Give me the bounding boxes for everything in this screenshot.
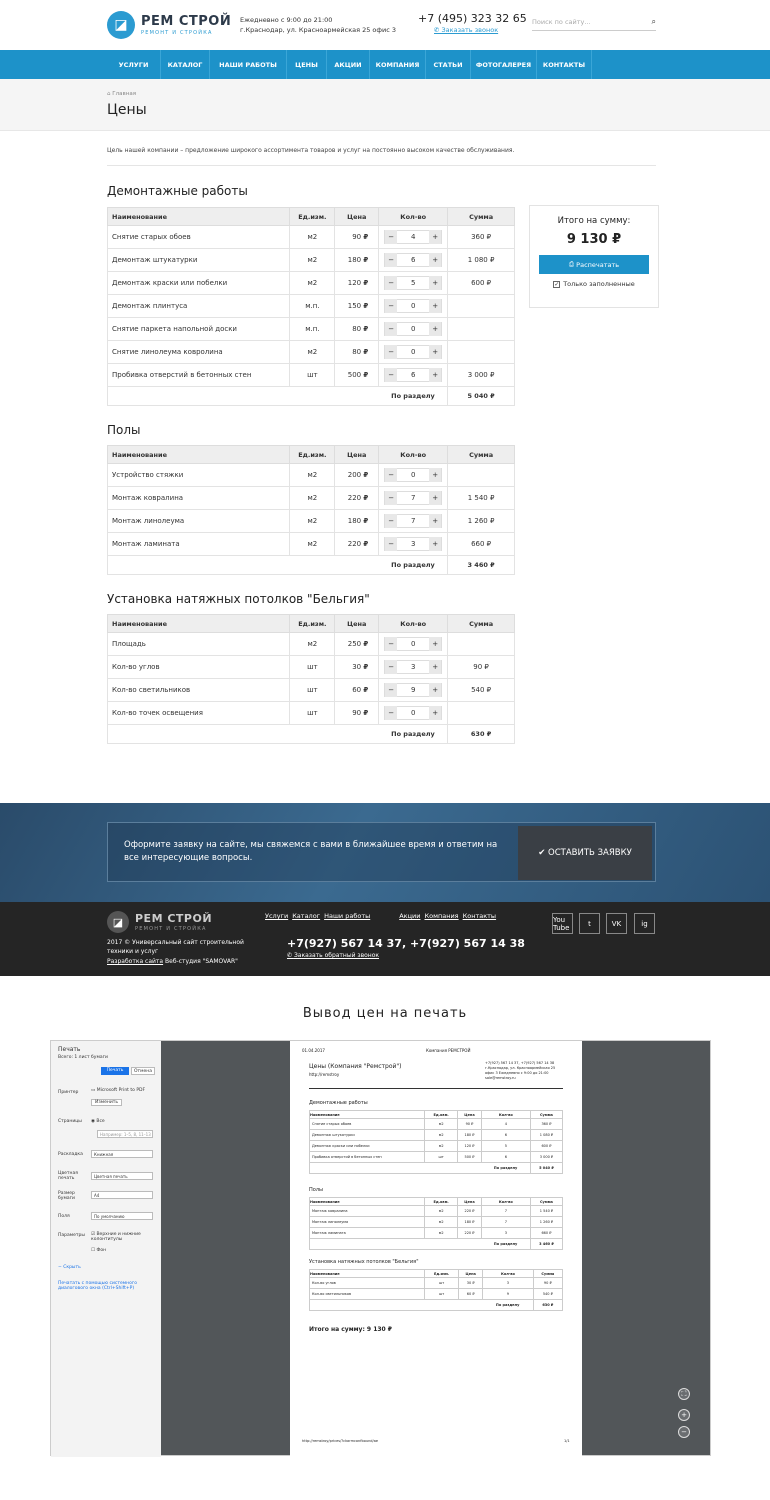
minus-button[interactable]: −	[385, 276, 397, 290]
qty-stepper	[379, 295, 448, 318]
item-sum	[448, 464, 515, 487]
logo-name: РЕМ СТРОЙ	[141, 14, 232, 29]
summary-value: 9 130 ₽	[566, 232, 622, 247]
item-sum: 3 000 ₽	[448, 364, 515, 387]
item-sum: 1 080 ₽	[448, 249, 515, 272]
item-sum	[448, 341, 515, 364]
nav-item[interactable]: АКЦИИ	[327, 50, 370, 79]
margins-select[interactable]: По умолчанию	[91, 1212, 153, 1220]
qty-input[interactable]: 5	[410, 279, 416, 287]
print-subtotal-row: По разделу 5 040 ₽	[310, 1163, 563, 1174]
plus-button[interactable]: +	[429, 660, 441, 674]
item-unit: шт	[290, 679, 335, 702]
checkbox-icon: ☑	[91, 1232, 97, 1237]
qty-stepper	[379, 249, 448, 272]
item-sum: 540 ₽	[448, 679, 515, 702]
hide-link[interactable]: − Скрыть	[58, 1265, 81, 1270]
subtotal-value: 3 460 ₽	[448, 556, 515, 575]
print-section-title: Демонтажные работы	[309, 1100, 368, 1106]
copyright: 2017 © Универсальный сайт строительной техники и услуг	[107, 939, 244, 955]
print-preview-title: Вывод цен на печать	[302, 1006, 468, 1021]
qty-stepper	[379, 464, 448, 487]
qty-input[interactable]: 3	[410, 663, 416, 671]
zoom-in-icon[interactable]: +	[678, 1409, 690, 1421]
plus-button[interactable]: +	[429, 637, 441, 651]
item-price: 80 ₽	[335, 341, 379, 364]
nav-item[interactable]: КАТАЛОГ	[161, 50, 210, 79]
table-row	[108, 364, 515, 387]
qty-input[interactable]: 7	[410, 494, 416, 502]
col-unit: Ед.изм.	[290, 615, 335, 633]
item-name: Устройство стяжки	[108, 464, 290, 487]
item-unit: м2	[290, 633, 335, 656]
minus-button[interactable]: −	[385, 637, 397, 651]
print-dialog-sidebar	[51, 1041, 161, 1457]
item-name: Пробивка отверстий в бетонных стен	[108, 364, 290, 387]
print-subtotal-row: По разделу 630 ₽	[310, 1300, 563, 1311]
dialog-cancel-button[interactable]: Отмена	[131, 1067, 155, 1075]
logo-icon: ◪	[107, 11, 135, 39]
phone-icon: ✆	[287, 952, 294, 959]
developer-credit	[107, 958, 238, 965]
item-price: 500 ₽	[335, 364, 379, 387]
qty-stepper	[379, 679, 448, 702]
subtotal-row	[108, 556, 515, 575]
item-unit: м2	[290, 226, 335, 249]
item-name: Демонтаж штукатурки	[108, 249, 290, 272]
page-title: Цены	[107, 102, 147, 118]
plus-button[interactable]: +	[429, 230, 441, 244]
plus-button[interactable]: +	[429, 683, 441, 697]
nav-item[interactable]: НАШИ РАБОТЫ	[210, 50, 287, 79]
header-phone[interactable]: +7 (495) 323 32 65	[418, 12, 527, 25]
layout-label: Раскладка	[58, 1152, 83, 1157]
section-title: Демонтажные работы	[107, 184, 248, 198]
item-name: Площадь	[108, 633, 290, 656]
minus-button[interactable]: −	[385, 230, 397, 244]
minus-button[interactable]: −	[385, 537, 397, 551]
print-price-table	[309, 1197, 563, 1250]
minus-button[interactable]: −	[385, 299, 397, 313]
minus-button[interactable]: −	[385, 345, 397, 359]
plus-button[interactable]: +	[429, 322, 441, 336]
background-checkbox[interactable]: ☐ Фон	[91, 1248, 107, 1253]
color-select[interactable]: Цветная печать	[91, 1172, 153, 1180]
col-name: Наименование	[108, 615, 290, 633]
pages-all-radio[interactable]: ◉ Все	[91, 1119, 105, 1124]
margins-label: Поля	[58, 1214, 70, 1219]
table-header	[108, 208, 515, 226]
print-price-table	[309, 1110, 563, 1174]
qty-stepper	[379, 272, 448, 295]
item-sum: 360 ₽	[448, 226, 515, 249]
nav-item[interactable]: СТАТЬИ	[426, 50, 471, 79]
footer-menu-item[interactable]: Услуги	[265, 912, 289, 920]
minus-button[interactable]: −	[385, 368, 397, 382]
print-table-row: Кол-во углов шт 30 ₽ 3 90 ₽	[310, 1278, 563, 1289]
table-row	[108, 533, 515, 556]
item-name: Монтаж ламината	[108, 533, 290, 556]
table-row	[108, 679, 515, 702]
minus-button[interactable]: −	[385, 514, 397, 528]
work-hours: Ежедневно с 9:00 до 21:00	[240, 16, 333, 24]
instagram-icon[interactable]: ig	[634, 913, 655, 934]
price-table	[107, 614, 515, 744]
printer-icon: ▭	[91, 1088, 97, 1093]
item-price: 90 ₽	[335, 702, 379, 725]
table-row	[108, 633, 515, 656]
developer-link[interactable]: Разработка сайта	[107, 958, 164, 965]
intro-text: Цель нашей компании – предложение широкого ассортимента товаров и услуг на постоянно высоком качестве обслуживания.	[107, 147, 515, 154]
item-unit: м2	[290, 464, 335, 487]
subtotal-label: По разделу	[379, 725, 448, 744]
subtotal-value: 5 040 ₽	[448, 387, 515, 406]
paper-label: Размер бумаги	[58, 1191, 75, 1201]
logo-icon: ◪	[107, 911, 129, 933]
item-name: Снятие линолеума ковролина	[108, 341, 290, 364]
item-name: Монтаж линолеума	[108, 510, 290, 533]
qty-input[interactable]: 3	[410, 540, 416, 548]
qty-input[interactable]: 6	[410, 371, 416, 379]
item-unit: м2	[290, 272, 335, 295]
nav-item[interactable]: КОНТАКТЫ	[537, 50, 592, 79]
print-section-title: Полы	[309, 1187, 323, 1193]
plus-button[interactable]: +	[429, 253, 441, 267]
col-name: Наименование	[108, 446, 290, 464]
print-divider	[309, 1088, 563, 1089]
vk-icon[interactable]: VK	[606, 913, 627, 934]
params-label: Параметры	[58, 1233, 85, 1238]
qty-stepper	[379, 633, 448, 656]
search-icon[interactable]: ⌕	[651, 17, 656, 26]
fit-page-icon[interactable]: ⛶	[678, 1388, 690, 1400]
work-info	[240, 15, 396, 35]
table-row	[108, 295, 515, 318]
paper-select[interactable]: A4	[91, 1191, 153, 1199]
printer-value: ▭ Microsoft Print to PDF	[91, 1088, 146, 1093]
item-price: 80 ₽	[335, 318, 379, 341]
item-name: Монтаж ковралина	[108, 487, 290, 510]
footer-phones[interactable]: +7(927) 567 14 37, +7(927) 567 14 38	[287, 937, 525, 950]
nav-item[interactable]: КОМПАНИЯ	[370, 50, 426, 79]
checkbox-icon[interactable]: ✓	[554, 280, 560, 288]
col-qty: Кол-во	[379, 446, 448, 464]
qty-stepper	[379, 533, 448, 556]
item-unit: м.п.	[290, 318, 335, 341]
footer-callback-link[interactable]: ✆ Заказать обратный звонок	[287, 952, 380, 959]
summary-label: Итого на сумму:	[557, 216, 631, 226]
collapse-icon: −	[58, 1265, 64, 1270]
item-unit: шт	[290, 656, 335, 679]
table-row	[108, 318, 515, 341]
qty-input[interactable]: 9	[410, 686, 416, 694]
plus-button[interactable]: +	[429, 514, 441, 528]
submit-request-button[interactable]: ✔ ОСТАВИТЬ ЗАЯВКУ	[518, 826, 652, 880]
print-page	[290, 1041, 582, 1457]
logo-subtitle: РЕМОНТ И СТРОЙКА	[141, 30, 213, 36]
home-icon: ⌂	[107, 91, 113, 97]
qty-stepper	[379, 487, 448, 510]
minus-button[interactable]: −	[385, 322, 397, 336]
subtotal-label: По разделу	[379, 387, 448, 406]
color-label: Цветная печать	[58, 1171, 78, 1181]
system-dialog-link[interactable]: Печатать с помощью системного диалогового окна (Ctrl+Shift+P)	[58, 1281, 137, 1291]
subtotal-row	[108, 387, 515, 406]
print-company: Компания РЕМСТРОЙ	[426, 1048, 471, 1053]
table-row	[108, 510, 515, 533]
print-table-header: Наименование Ед.изм. Цена Кол-во Сумма	[310, 1270, 563, 1278]
print-url: http://remstroy	[309, 1072, 340, 1077]
print-table-row: Монтаж линолеума м2 180 ₽ 7 1 260 ₽	[310, 1217, 563, 1228]
footer-menu-item[interactable]: Контакты	[462, 912, 497, 920]
plus-button[interactable]: +	[429, 491, 441, 505]
plus-button[interactable]: +	[429, 468, 441, 482]
item-sum	[448, 702, 515, 725]
zoom-out-icon[interactable]: −	[678, 1426, 690, 1438]
qty-stepper	[379, 318, 448, 341]
pages-label: Страницы	[58, 1119, 82, 1124]
change-printer-button[interactable]: Изменить	[91, 1099, 122, 1106]
qty-stepper	[379, 364, 448, 387]
item-unit: м2	[290, 487, 335, 510]
footer-menu	[265, 912, 496, 920]
print-section-title: Установка натяжных потолков "Бельгия"	[309, 1259, 419, 1265]
col-unit: Ед.изм.	[290, 446, 335, 464]
print-title: Цены (Компания "Ремстрой")	[309, 1063, 402, 1070]
table-row	[108, 464, 515, 487]
table-row	[108, 226, 515, 249]
item-unit: шт	[290, 702, 335, 725]
footer-menu-item[interactable]: Каталог	[292, 912, 321, 920]
item-sum: 600 ₽	[448, 272, 515, 295]
summary-box	[529, 205, 659, 308]
callback-link[interactable]: ✆ Заказать звонок	[434, 26, 499, 34]
cta-text: Оформите заявку на сайте, мы свяжемся с вами в ближайшее время и ответим на все интересующие вопросы.	[124, 840, 498, 863]
site-logo[interactable]	[107, 11, 231, 39]
filled-only-checkbox[interactable]: ✓ Только заполненные	[554, 280, 635, 288]
nav-item[interactable]: УСЛУГИ	[107, 50, 161, 79]
printer-label: Принтер	[58, 1090, 79, 1095]
print-table-row: Кол-во светильников шт 60 ₽ 9 540 ₽	[310, 1289, 563, 1300]
col-price: Цена	[335, 615, 379, 633]
print-button[interactable]: ⎙ Распечатать	[539, 255, 649, 274]
minus-button[interactable]: −	[385, 683, 397, 697]
print-price-table	[309, 1269, 563, 1311]
print-table-row: Монтаж ковралина м2 220 ₽ 7 1 540 ₽	[310, 1206, 563, 1217]
item-unit: м2	[290, 249, 335, 272]
item-price: 220 ₽	[335, 533, 379, 556]
footer-menu-item[interactable]: Наши работы	[324, 912, 371, 920]
col-sum: Сумма	[448, 208, 515, 226]
table-row	[108, 702, 515, 725]
sheet-count: Всего: 1 лист бумаги	[58, 1055, 108, 1060]
minus-button[interactable]: −	[385, 706, 397, 720]
col-sum: Сумма	[448, 615, 515, 633]
table-header	[108, 446, 515, 464]
cta-band	[0, 803, 770, 902]
item-sum	[448, 633, 515, 656]
qty-stepper	[379, 341, 448, 364]
item-name: Снятие паркета напольной доски	[108, 318, 290, 341]
subtotal-value: 630 ₽	[448, 725, 515, 744]
section-title: Полы	[107, 423, 141, 437]
plus-button[interactable]: +	[429, 299, 441, 313]
qty-input[interactable]: 0	[410, 471, 416, 479]
item-price: 220 ₽	[335, 487, 379, 510]
item-sum	[448, 318, 515, 341]
print-contacts: +7(927) 567 14 37, +7(927) 567 14 38 г.Краснодар, ул. Красноармейская 25 офис 3 Ежедневно с 9:00 до 21:00 sale@remstroy.ru	[485, 1061, 556, 1080]
item-name: Кол-во точек освещения	[108, 702, 290, 725]
item-name: Кол-во светильников	[108, 679, 290, 702]
check-icon: ✔	[538, 848, 549, 858]
print-table-header: Наименование Ед.изм. Цена Кол-во Сумма	[310, 1198, 563, 1206]
item-price: 120 ₽	[335, 272, 379, 295]
plus-button[interactable]: +	[429, 276, 441, 290]
item-price: 200 ₽	[335, 464, 379, 487]
item-price: 150 ₽	[335, 295, 379, 318]
layout-select[interactable]: Книжная	[91, 1150, 153, 1158]
qty-input[interactable]: 4	[410, 233, 416, 241]
logo-name: РЕМ СТРОЙ	[135, 912, 213, 925]
print-table-row: Монтаж ламината м2 220 ₽ 3 660 ₽	[310, 1228, 563, 1239]
print-table-row: Демонтаж краски или побелки м2 120 ₽ 5 600 ₽	[310, 1141, 563, 1152]
minus-button[interactable]: −	[385, 660, 397, 674]
print-preview-screenshot	[50, 1040, 711, 1456]
qty-input[interactable]: 0	[410, 302, 416, 310]
item-sum: 1 540 ₽	[448, 487, 515, 510]
main-nav	[0, 50, 770, 79]
qty-input[interactable]: 0	[410, 325, 416, 333]
print-table-row: Снятие старых обоев м2 90 ₽ 4 360 ₽	[310, 1119, 563, 1130]
address: г.Краснодар, ул. Красноармейская 25 офис 3	[240, 26, 396, 34]
breadcrumb[interactable]: ⌂ Главная	[107, 91, 137, 97]
twitter-icon[interactable]: t	[579, 913, 600, 934]
print-subtotal-row: По разделу 3 460 ₽	[310, 1239, 563, 1250]
item-unit: шт	[290, 364, 335, 387]
nav-item[interactable]: ФОТОГАЛЕРЕЯ	[471, 50, 537, 79]
col-unit: Ед.изм.	[290, 208, 335, 226]
qty-input[interactable]: 0	[410, 348, 416, 356]
item-price: 180 ₽	[335, 249, 379, 272]
qty-input[interactable]: 7	[410, 517, 416, 525]
col-sum: Сумма	[448, 446, 515, 464]
print-table-row: Пробивка отверстий в бетонных стен шт 500 ₽ 6 3 000 ₽	[310, 1152, 563, 1163]
pages-range-input[interactable]: Например: 1–5, 8, 11–13	[97, 1130, 153, 1138]
item-price: 30 ₽	[335, 656, 379, 679]
item-unit: м.п.	[290, 295, 335, 318]
plus-button[interactable]: +	[429, 368, 441, 382]
item-sum: 1 260 ₽	[448, 510, 515, 533]
print-page-number: 1/1	[564, 1439, 570, 1443]
studio-name: Веб-студия "SAMOVAR"	[165, 958, 238, 965]
divider	[107, 165, 656, 166]
col-price: Цена	[335, 446, 379, 464]
print-dialog-heading: Печать	[58, 1046, 81, 1053]
cta-box	[107, 822, 656, 882]
footer-logo[interactable]	[107, 911, 212, 933]
table-row	[108, 487, 515, 510]
plus-button[interactable]: +	[429, 537, 441, 551]
printer-icon: ⎙	[568, 260, 577, 268]
table-row	[108, 272, 515, 295]
subtotal-row	[108, 725, 515, 744]
table-row	[108, 656, 515, 679]
item-sum	[448, 295, 515, 318]
logo-subtitle: РЕМОНТ И СТРОЙКА	[135, 926, 207, 932]
item-price: 90 ₽	[335, 226, 379, 249]
qty-stepper	[379, 656, 448, 679]
qty-stepper	[379, 510, 448, 533]
item-price: 180 ₽	[335, 510, 379, 533]
qty-stepper	[379, 702, 448, 725]
headers-footers-checkbox[interactable]: ☑ Верхние и нижние колонтитулы	[91, 1232, 141, 1242]
price-table	[107, 445, 515, 575]
footer-menu-item[interactable]: Компания	[424, 912, 459, 920]
footer	[0, 902, 770, 976]
print-table-row: Демонтаж штукатурки м2 180 ₽ 6 1 080 ₽	[310, 1130, 563, 1141]
item-name: Демонтаж краски или побелки	[108, 272, 290, 295]
plus-button[interactable]: +	[429, 345, 441, 359]
table-header	[108, 615, 515, 633]
print-footer-url: http://remstroy/prices/?ckarmconfbound/ae	[302, 1439, 379, 1443]
qty-input[interactable]: 0	[410, 640, 416, 648]
table-row	[108, 249, 515, 272]
col-qty: Кол-во	[379, 208, 448, 226]
item-name: Снятие старых обоев	[108, 226, 290, 249]
search-placeholder: Поиск по сайту...	[532, 18, 591, 26]
print-date: 01.04.2017	[302, 1048, 325, 1053]
table-row	[108, 341, 515, 364]
footer-menu-item[interactable]: Акции	[399, 912, 421, 920]
minus-button[interactable]: −	[385, 491, 397, 505]
print-table-header: Наименование Ед.изм. Цена Кол-во Сумма	[310, 1111, 563, 1119]
price-table	[107, 207, 515, 406]
item-unit: м2	[290, 510, 335, 533]
qty-stepper	[379, 226, 448, 249]
breadcrumb-bar	[0, 79, 770, 131]
col-price: Цена	[335, 208, 379, 226]
item-unit: м2	[290, 341, 335, 364]
nav-item[interactable]: ЦЕНЫ	[287, 50, 327, 79]
plus-button[interactable]: +	[429, 706, 441, 720]
checkbox-icon: ☐	[91, 1248, 97, 1253]
phone-icon: ✆	[434, 26, 442, 34]
subtotal-label: По разделу	[379, 556, 448, 575]
print-total: Итого на сумму: 9 130 ₽	[309, 1326, 392, 1333]
col-name: Наименование	[108, 208, 290, 226]
item-sum: 90 ₽	[448, 656, 515, 679]
section-title: Установка натяжных потолков "Бельгия"	[107, 592, 370, 606]
qty-input[interactable]: 0	[410, 709, 416, 717]
youtube-icon[interactable]: You Tube	[552, 913, 573, 934]
item-name: Кол-во углов	[108, 656, 290, 679]
item-unit: м2	[290, 533, 335, 556]
minus-button[interactable]: −	[385, 253, 397, 267]
dialog-print-button[interactable]: Печать	[101, 1067, 129, 1075]
col-qty: Кол-во	[379, 615, 448, 633]
qty-input[interactable]: 6	[410, 256, 416, 264]
item-price: 250 ₽	[335, 633, 379, 656]
search-input[interactable]	[532, 14, 656, 31]
item-name: Демонтаж плинтуса	[108, 295, 290, 318]
radio-on-icon: ◉	[91, 1119, 97, 1124]
item-sum: 660 ₽	[448, 533, 515, 556]
minus-button[interactable]: −	[385, 468, 397, 482]
item-price: 60 ₽	[335, 679, 379, 702]
